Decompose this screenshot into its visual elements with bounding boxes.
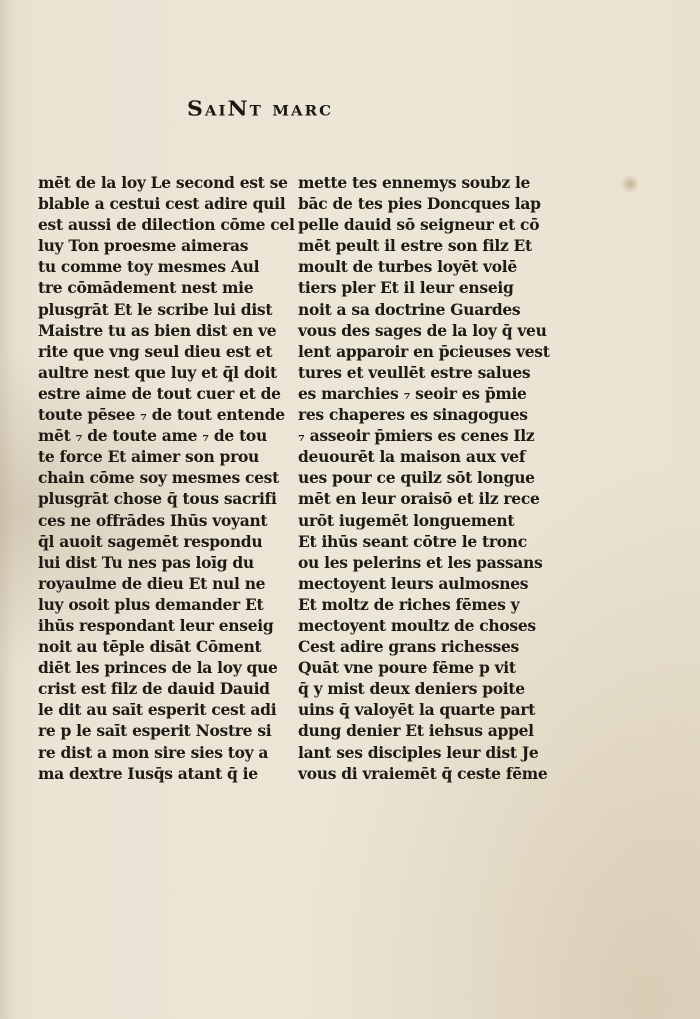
text-line: mēt de la loy Le second est se [38, 173, 288, 192]
text-line: mette tes ennemys soubz le [298, 173, 531, 192]
text-line: noit a sa doctrine Guardes [298, 299, 521, 319]
text-line: uins q̄ valoyēt la quarte part [298, 700, 536, 720]
text-line: lant ses disciples leur dist Je [298, 742, 539, 762]
text-line: te force Et aimer son prou [38, 447, 259, 467]
text-line: ma dextre Iusq̄s atant q̄ ie [38, 763, 258, 783]
text-line: crist est filz de dauid Dauid [38, 679, 270, 699]
text-line: mectoyent moultz de choses [298, 615, 536, 635]
text-line: ces ne offrādes Ihūs voyant [38, 510, 268, 530]
text-line: vous di vraiemēt q̄ ceste fēme [298, 763, 548, 783]
text-line: blable a cestui cest adire quil [38, 194, 286, 214]
text-line: Et ihūs seant cōtre le tronc [298, 531, 527, 551]
text-line: plusgrāt Et le scribe lui dist [38, 299, 273, 319]
text-line: tiers pler Et il leur enseig [298, 278, 514, 298]
text-line: ues pour ce quilz sōt longue [298, 468, 535, 488]
text-line: bāc de tes pies Doncques lap [298, 194, 541, 214]
text-line: q̄ y mist deux deniers poite [298, 679, 525, 699]
text-line: estre aime de tout cuer et de [38, 383, 281, 403]
text-line: ₇ asseoir p̄miers es cenes Ilz [298, 426, 535, 446]
text-line: luy osoit plus demander Et [38, 594, 264, 614]
text-line: plusgrāt chose q̄ tous sacrifi [38, 489, 277, 509]
text-line: Maistre tu as bien dist en ve [38, 320, 277, 340]
right-text-column [298, 172, 550, 784]
paper-stain [620, 175, 640, 193]
text-line: lui dist Tu nes pas loīg du [38, 552, 254, 572]
text-line: aultre nest que luy et q̄l doit [38, 362, 277, 382]
text-line: luy Ton proesme aimeras [38, 236, 249, 256]
text-line: tu comme toy mesmes Aul [38, 257, 260, 277]
text-line: mēt ₇ de toute ame ₇ de tou [38, 426, 267, 446]
text-line: es marchies ₇ seoir es p̄mie [298, 383, 527, 403]
text-line: diēt les princes de la loy que [38, 658, 278, 678]
running-head: SaiNt marc [186, 97, 334, 121]
text-line: res chaperes es sinagogues [298, 405, 528, 425]
text-line: mectoyent leurs aulmosnes [298, 573, 529, 593]
text-line: tre cōmādement nest mie [38, 278, 254, 298]
text-line: re p le saīt esperit Nostre si [38, 721, 272, 741]
text-line: ihūs respondant leur enseig [38, 615, 274, 635]
text-line: est aussi de dilection cōme cel [38, 215, 295, 235]
text-line: le dit au saīt esperit cest adi [38, 700, 277, 720]
text-line: moult de turbes loyēt volē [298, 257, 517, 277]
left-text-column [38, 172, 295, 784]
text-line: pelle dauid sō seigneur et cō [298, 215, 540, 235]
text-line: q̄l auoit sagemēt respondu [38, 531, 263, 551]
text-line: vous des sages de la loy q̄ veu [298, 320, 547, 340]
text-line: rite que vng seul dieu est et [38, 341, 273, 361]
text-line: mēt peult il estre son filz Et [298, 236, 532, 256]
text-line: urōt iugemēt longuement [298, 510, 515, 530]
text-line: Et moltz de riches fēmes y [298, 594, 520, 614]
text-line: royaulme de dieu Et nul ne [38, 573, 266, 593]
text-line: Quāt vne poure fēme p vit [298, 658, 516, 678]
text-line: ou les pelerins et les passans [298, 552, 543, 572]
text-line: dung denier Et iehsus appel [298, 721, 534, 741]
text-line: toute pēsee ₇ de tout entende [38, 405, 285, 425]
text-line: lent apparoir en p̄cieuses vest [298, 341, 550, 361]
text-line: tures et veullēt estre salues [298, 362, 531, 382]
text-line: mēt en leur oraisō et ilz rece [298, 489, 540, 509]
text-line: Cest adire grans richesses [298, 637, 519, 657]
text-line: re dist a mon sire sies toy a [38, 742, 269, 762]
text-line: chain cōme soy mesmes cest [38, 468, 279, 488]
text-line: noit au tēple disāt Cōment [38, 637, 262, 657]
text-line: deuourēt la maison aux vef [298, 447, 526, 467]
